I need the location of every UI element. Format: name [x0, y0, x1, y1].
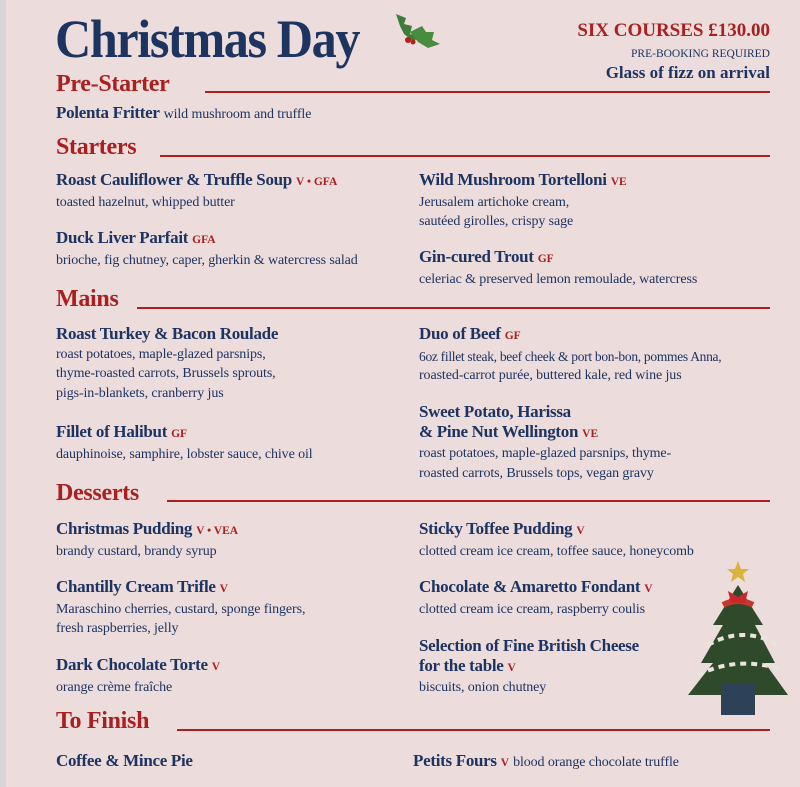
section-heading-to-finish: To Finish — [56, 708, 150, 734]
item-desc: toasted hazelnut, whipped butter — [56, 194, 235, 210]
item-desc: roast potatoes, maple-glazed parsnips, — [56, 346, 266, 362]
item-desc: blood orange chocolate truffle — [513, 755, 679, 770]
price-label: SIX COURSES £130.00 — [577, 20, 770, 41]
dietary-tag: V — [500, 757, 510, 769]
menu-item — [56, 324, 426, 403]
item-desc: Maraschino cherries, custard, sponge fingers, — [56, 601, 306, 617]
dietary-tag: GF — [504, 330, 521, 342]
item-name: Coffee & Mince Pie — [56, 751, 193, 770]
item-desc: brioche, fig chutney, caper, gherkin & watercress salad — [56, 252, 358, 268]
item-desc: roasted carrots, Brussels tops, vegan gravy — [419, 465, 654, 481]
menu-item — [56, 422, 426, 464]
item-desc: 6oz fillet steak, beef cheek & port bon-bon, pommes Anna, — [419, 348, 722, 364]
item-name: for the table — [419, 655, 504, 675]
item-name: Wild Mushroom Tortelloni — [419, 170, 607, 189]
item-desc: sautéed girolles, crispy sage — [419, 214, 574, 229]
item-name: Sticky Toffee Pudding — [419, 519, 573, 538]
fizz-note: Glass of fizz on arrival — [605, 63, 770, 82]
item-desc: biscuits, onion chutney — [419, 680, 547, 695]
menu-item — [56, 751, 426, 772]
section-heading-pre-starter: Pre-Starter — [56, 71, 170, 97]
section-divider — [177, 729, 770, 731]
item-name: Selection of Fine British Cheese — [419, 636, 639, 655]
dietary-tag: V — [576, 525, 585, 537]
item-desc: clotted cream ice cream, toffee sauce, honeycomb — [419, 543, 694, 559]
menu-item — [56, 577, 426, 639]
dietary-tag: V • VEA — [196, 525, 239, 537]
item-desc: Jerusalem artichoke cream, — [419, 194, 570, 210]
item-desc: fresh raspberries, jelly — [56, 621, 179, 636]
item-desc: roasted-carrot purée, buttered kale, red wine jus — [419, 368, 682, 383]
item-name: Polenta Fritter — [56, 103, 160, 122]
item-name: Chantilly Cream Trifle — [56, 577, 216, 596]
holly-icon — [388, 10, 444, 56]
item-desc: roast potatoes, maple-glazed parsnips, thyme- — [419, 446, 672, 461]
section-divider — [167, 500, 770, 502]
item-desc: brandy custard, brandy syrup — [56, 543, 217, 559]
item-name: Gin-cured Trout — [419, 247, 534, 266]
dietary-tag: VE — [582, 427, 599, 440]
item-name: Roast Cauliflower & Truffle Soup — [56, 170, 292, 189]
item-desc: clotted cream ice cream, raspberry coulis — [419, 601, 646, 617]
dietary-tag: V • GFA — [295, 176, 338, 188]
menu-title: Christmas Day — [55, 9, 360, 69]
menu-item — [419, 247, 789, 289]
item-name: Dark Chocolate Torte — [56, 655, 208, 674]
section-heading-starters: Starters — [56, 134, 137, 160]
item-name: Duo of Beef — [419, 324, 501, 343]
menu-item — [56, 655, 426, 697]
item-name: Chocolate & Amaretto Fondant — [419, 577, 641, 596]
item-desc: celeriac & preserved lemon remoulade, watercress — [419, 271, 698, 287]
menu-item — [413, 751, 783, 774]
menu-item — [419, 402, 789, 483]
dietary-tag: GFA — [192, 234, 216, 246]
menu-item — [419, 324, 799, 386]
item-name: Fillet of Halibut — [56, 422, 168, 441]
menu-item — [419, 170, 789, 232]
item-name: Sweet Potato, Harissa — [419, 402, 571, 421]
item-name: Christmas Pudding — [56, 519, 193, 538]
item-name: Duck Liver Parfait — [56, 228, 189, 247]
item-desc: orange crème fraîche — [56, 679, 173, 695]
menu-item — [56, 228, 426, 270]
section-heading-mains: Mains — [56, 286, 119, 312]
dietary-tag: V — [211, 661, 221, 673]
section-divider — [205, 91, 770, 93]
item-name: Petits Fours — [413, 751, 497, 770]
menu-item — [56, 103, 556, 125]
christmas-tree-icon — [683, 555, 793, 717]
left-edge-strip — [0, 0, 6, 787]
prebooking-note: PRE-BOOKING REQUIRED — [631, 48, 770, 60]
section-heading-desserts: Desserts — [56, 480, 139, 506]
dietary-tag: V — [507, 661, 516, 674]
item-desc: thyme-roasted carrots, Brussels sprouts, — [56, 366, 276, 381]
section-divider — [137, 307, 770, 309]
dietary-tag: V — [644, 583, 653, 595]
item-desc: dauphinoise, samphire, lobster sauce, chive oil — [56, 446, 313, 462]
dietary-tag: VE — [610, 176, 627, 188]
menu-item — [56, 519, 426, 561]
dietary-tag: GF — [537, 253, 554, 265]
item-desc: pigs-in-blankets, cranberry jus — [56, 385, 224, 401]
dietary-tag: GF — [171, 428, 188, 440]
section-divider — [160, 155, 770, 157]
item-desc: wild mushroom and truffle — [163, 107, 312, 122]
dietary-tag: V — [219, 583, 228, 595]
item-name: & Pine Nut Wellington — [419, 421, 579, 441]
item-name: Roast Turkey & Bacon Roulade — [56, 324, 279, 343]
menu-item — [56, 170, 426, 212]
